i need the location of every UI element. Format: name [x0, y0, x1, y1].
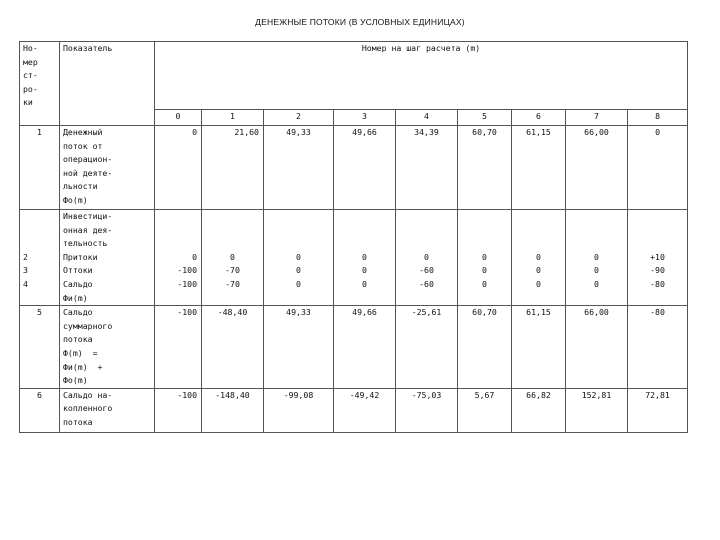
cell-value: 0 0 0 — [458, 210, 512, 306]
row-number-header: Но- мер ст- ро- ки — [20, 42, 60, 126]
step-number: 0 — [155, 110, 202, 126]
row-number: 1 — [20, 126, 60, 210]
page-title: ДЕНЕЖНЫЕ ПОТОКИ (В УСЛОВНЫХ ЕДИНИЦАХ) — [255, 17, 465, 27]
step-number: 7 — [566, 110, 628, 126]
indicator-header: Показатель — [60, 42, 155, 126]
cell-value: 21,60 — [202, 126, 264, 210]
step-number: 3 — [334, 110, 396, 126]
row-label: Сальдо суммарного потока Ф(m) = Фи(m) + Фо(m) — [60, 306, 155, 389]
cell-value: -49,42 — [334, 388, 396, 432]
cell-value: 66,00 — [566, 306, 628, 389]
row-number: 6 — [20, 388, 60, 432]
cell-value: -100 — [155, 388, 202, 432]
step-number: 8 — [628, 110, 688, 126]
step-number: 2 — [264, 110, 334, 126]
cell-value: 0 — [155, 126, 202, 210]
cell-value: -25,61 — [396, 306, 458, 389]
cell-value: 0 — [628, 126, 688, 210]
table-row — [20, 210, 688, 306]
cell-value: -75,03 — [396, 388, 458, 432]
cell-value: 152,81 — [566, 388, 628, 432]
row-label: Инвестици- онная дея- тельность Притоки Оттоки Сальдо Фи(m) — [60, 210, 155, 306]
header-row — [20, 42, 688, 110]
cell-value: 5,67 — [458, 388, 512, 432]
step-number: 6 — [512, 110, 566, 126]
cell-value: 49,66 — [334, 306, 396, 389]
cell-value: 60,70 — [458, 306, 512, 389]
cell-value: -48,40 — [202, 306, 264, 389]
cell-value: -148,40 — [202, 388, 264, 432]
cell-value: 72,81 — [628, 388, 688, 432]
cell-value: 0 0 0 — [566, 210, 628, 306]
cell-value: 66,82 — [512, 388, 566, 432]
table-row — [20, 126, 688, 210]
cell-value: 49,66 — [334, 126, 396, 210]
cell-value: 0 0 0 — [334, 210, 396, 306]
cell-value: 0 -100 -100 — [155, 210, 202, 306]
cell-value: -100 — [155, 306, 202, 389]
cell-value: 49,33 — [264, 306, 334, 389]
row-number: 2 3 4 — [20, 210, 60, 306]
cell-value: 66,00 — [566, 126, 628, 210]
row-label: Сальдо на- копленного потока — [60, 388, 155, 432]
cell-value: 60,70 — [458, 126, 512, 210]
step-number: 1 — [202, 110, 264, 126]
cell-value: 0 -70 -70 — [202, 210, 264, 306]
cell-value: 0 0 0 — [512, 210, 566, 306]
step-header: Номер на шаг расчета (m) — [155, 42, 688, 110]
cell-value: 61,15 — [512, 126, 566, 210]
row-number: 5 — [20, 306, 60, 389]
cell-value: 49,33 — [264, 126, 334, 210]
row-label: Денежный поток от операцион- ной деяте- льности Фо(m) — [60, 126, 155, 210]
cell-value: 61,15 — [512, 306, 566, 389]
table-row — [20, 306, 688, 389]
cash-flow-table — [19, 41, 688, 433]
cell-value: 0 0 0 — [264, 210, 334, 306]
cell-value: 34,39 — [396, 126, 458, 210]
cell-value: 0 -60 -60 — [396, 210, 458, 306]
step-number: 5 — [458, 110, 512, 126]
step-number: 4 — [396, 110, 458, 126]
cell-value: -99,08 — [264, 388, 334, 432]
cell-value: +10 -90 -80 — [628, 210, 688, 306]
table-row — [20, 388, 688, 432]
cell-value: -80 — [628, 306, 688, 389]
